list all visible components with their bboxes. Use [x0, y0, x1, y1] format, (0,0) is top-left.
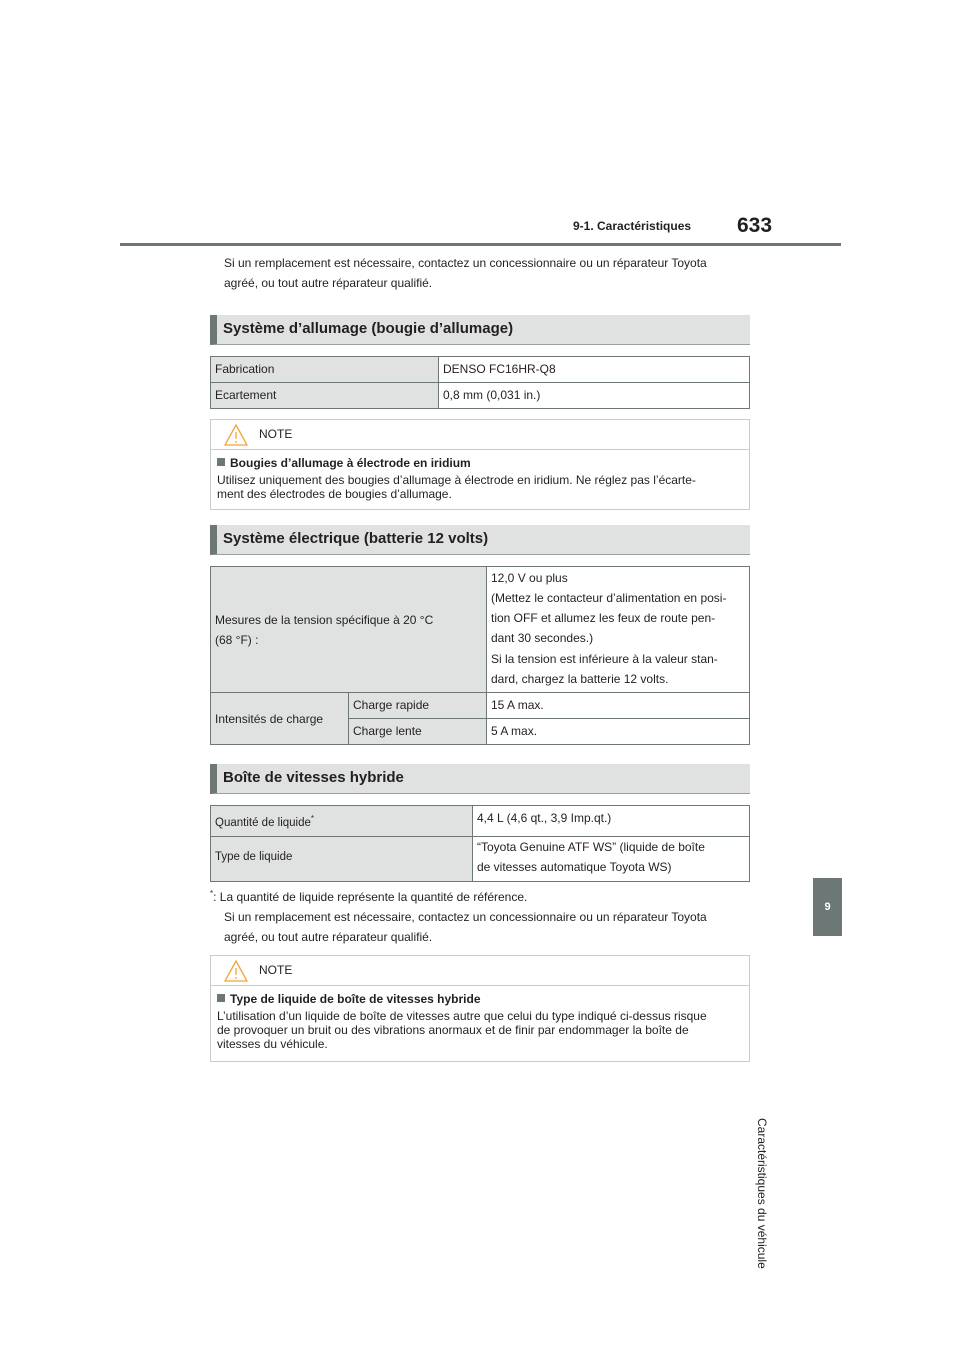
footnote-line: [210, 884, 770, 907]
warning-triangle-icon: [224, 424, 248, 446]
section-label: 9-1. Caractéristiques: [573, 219, 692, 233]
note-text: [217, 1009, 743, 1051]
note-header: [211, 420, 749, 450]
table-cell-value: DENSO FC16HR-Q8: [439, 357, 750, 383]
intro-line: agréé, ou tout autre réparateur qualifié.: [224, 276, 433, 290]
chapter-number: 9: [824, 901, 831, 913]
note-title-text: Bougies d’allumage à électrode en iridium: [230, 456, 471, 470]
table-row: [211, 567, 750, 693]
value-line: dant 30 secondes.): [491, 631, 594, 645]
table-row: [211, 693, 750, 719]
transmission-heading: Boîte de vitesses hybride: [210, 764, 750, 794]
intro-paragraph: [224, 253, 754, 293]
label-line: (68 °F) :: [215, 632, 259, 647]
footnote: [210, 884, 770, 947]
table-cell-value: 15 A max.: [487, 693, 750, 719]
value-line: de vitesses automatique Toyota WS): [477, 859, 672, 874]
value-line: tion OFF et allumez les feux de route pen-: [491, 611, 716, 625]
value-line: dard, chargez la batterie 12 volts.: [491, 672, 669, 686]
note-line: Utilisez uniquement des bougies d’allumage à électrode en iridium. Ne réglez pas l’écarte-: [217, 473, 696, 487]
square-bullet-icon: [217, 458, 225, 466]
note-label: NOTE: [259, 427, 293, 441]
table-row: [211, 357, 750, 383]
intro-line: Si un remplacement est nécessaire, contactez un concessionnaire ou un réparateur Toyota: [224, 256, 707, 270]
footnote-text: : La quantité de liquide représente la quantité de référence.: [213, 890, 528, 904]
battery-heading: Système électrique (batterie 12 volts): [210, 525, 750, 555]
square-bullet-icon: [217, 994, 225, 1002]
table-cell-value: [473, 836, 750, 881]
table-cell-sublabel: Charge lente: [349, 719, 487, 745]
table-cell-label: Fabrication: [211, 357, 439, 383]
page-number: 633: [737, 214, 773, 237]
chapter-title: Caractéristiques du véhicule: [755, 1118, 769, 1269]
note-text: [217, 473, 743, 501]
transmission-table: [210, 805, 750, 882]
note-line: vitesses du véhicule.: [217, 1037, 328, 1051]
ignition-table: [210, 356, 750, 409]
footnote-line: agréé, ou tout autre réparateur qualifié.: [224, 930, 433, 944]
label-line: Mesures de la tension spécifique à 20 °C: [215, 612, 434, 627]
table-cell-sublabel: Charge rapide: [349, 693, 487, 719]
table-cell-value: [487, 567, 750, 693]
note-body: [211, 986, 749, 1057]
footnote-line: Si un remplacement est nécessaire, contactez un concessionnaire ou un réparateur Toyota: [224, 910, 707, 924]
table-cell-label: Intensités de charge: [211, 693, 349, 745]
footnote-mark: *: [310, 814, 315, 823]
battery-table: [210, 566, 750, 745]
table-cell-label: Ecartement: [211, 383, 439, 409]
note-line: de provoquer un bruit ou des vibrations anormaux et de finir par endommager la boîte de: [217, 1023, 689, 1037]
table-row: [211, 836, 750, 881]
note-line: ment des électrodes de bougies d’allumage.: [217, 487, 452, 501]
note-box: [210, 955, 750, 1062]
value-line: “Toyota Genuine ATF WS” (liquide de boîte: [477, 839, 705, 854]
note-title: [217, 454, 743, 472]
value-line: Si la tension est inférieure à la valeur stan-: [491, 652, 718, 666]
table-cell-value: 5 A max.: [487, 719, 750, 745]
note-body: [211, 450, 749, 507]
table-cell-label: [211, 806, 473, 837]
table-cell-value: 4,4 L (4,6 qt., 3,9 Imp.qt.): [473, 806, 750, 837]
ignition-heading: Système d’allumage (bougie d’allumage): [210, 315, 750, 345]
note-line: L’utilisation d’un liquide de boîte de vitesses autre que celui du type indiqué ci-dessus risque: [217, 1009, 707, 1023]
table-cell-label: [211, 567, 487, 693]
value-line: (Mettez le contacteur d’alimentation en posi-: [491, 591, 727, 605]
note-label: NOTE: [259, 963, 293, 977]
note-title: [217, 990, 743, 1008]
warning-triangle-icon: [224, 960, 248, 982]
note-box: [210, 419, 750, 510]
table-cell-label: Type de liquide: [211, 836, 473, 881]
table-row: [211, 806, 750, 837]
chapter-tab: [813, 878, 842, 936]
header-rule: [120, 243, 841, 246]
table-cell-value: 0,8 mm (0,031 in.): [439, 383, 750, 409]
footnote-mark: *: [210, 889, 214, 898]
value-line: 12,0 V ou plus: [491, 571, 568, 585]
table-row: [211, 383, 750, 409]
qty-label: Quantité de liquide: [215, 816, 311, 829]
note-header: [211, 956, 749, 986]
note-title-text: Type de liquide de boîte de vitesses hybride: [230, 992, 481, 1006]
